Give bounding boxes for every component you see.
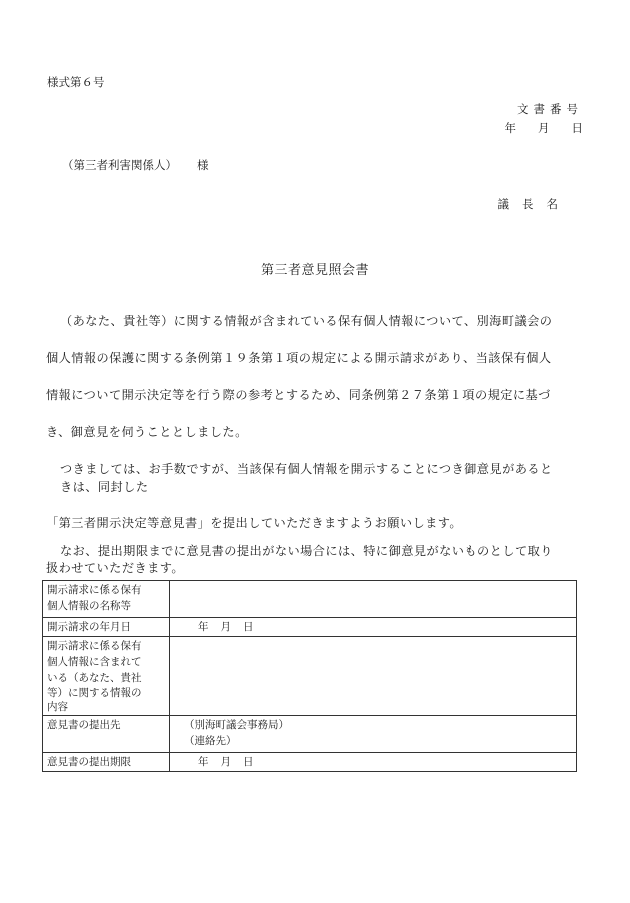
document-date — [505, 120, 584, 136]
destination-office: （別海町議会事務局） — [184, 719, 289, 731]
table-row — [43, 581, 577, 618]
table-label-submission-deadline: 意見書の提出期限 — [43, 753, 170, 772]
date-year: 年 — [504, 121, 516, 135]
information-table — [42, 580, 577, 772]
table-label-requested-info-name — [43, 581, 170, 618]
addressee-name: （第三者利害関係人） — [62, 158, 177, 172]
label-line: 等）に関する情報の — [47, 687, 142, 699]
table-value-submission-destination — [170, 716, 577, 753]
table-row — [43, 753, 577, 772]
table-value-submission-deadline — [170, 753, 577, 772]
label-line: 開示請求に係る保有 — [47, 640, 142, 652]
table-label-request-date: 開示請求の年月日 — [43, 618, 170, 637]
body-paragraph-3-line: なお、提出期限までに意見書の提出がない場合には、特に御意見がないものとして取り — [60, 544, 553, 558]
body-paragraph-1-line: （あなた、貴社等）に関する情報が含まれている保有個人情報について、別海町議会の — [60, 314, 553, 328]
document-number: 文書番号 — [517, 102, 583, 116]
table-row — [43, 716, 577, 753]
table-row — [43, 618, 577, 637]
form-number: 様式第６号 — [47, 75, 105, 89]
date-day: 日 — [571, 121, 583, 135]
table-value-request-date — [170, 618, 577, 637]
date-year: 年 — [198, 756, 209, 768]
addressee — [62, 157, 209, 173]
label-line: 個人情報に含まれて — [47, 656, 142, 668]
body-paragraph-2-line: きは、同封した — [60, 480, 149, 494]
destination-contact: （連絡先） — [184, 735, 237, 747]
date-month: 月 — [220, 756, 231, 768]
date-year: 年 — [198, 621, 209, 633]
table-value-info-content — [170, 637, 577, 716]
table-label-info-content — [43, 637, 170, 716]
table-label-submission-destination: 意見書の提出先 — [43, 716, 170, 753]
label-line: いる（あなた、貴社 — [47, 672, 142, 684]
sender-name: 議長名 — [497, 197, 571, 211]
table-value-requested-info-name — [170, 581, 577, 618]
body-paragraph-2-line: 「第三者開示決定等意見書」を提出していただきますようお願いします。 — [46, 516, 463, 530]
date-month: 月 — [538, 121, 550, 135]
label-line: 内容 — [47, 701, 68, 713]
label-line: 開示請求に係る保有 — [47, 584, 142, 596]
date-month: 月 — [220, 621, 231, 633]
document-title: 第三者意見照会書 — [260, 263, 369, 278]
body-paragraph-1-line: 個人情報の保護に関する条例第１９条第１項の規定による開示請求があり、当該保有個人 — [46, 351, 552, 365]
date-day: 日 — [243, 621, 254, 633]
body-paragraph-2-line: つきましては、お手数ですが、当該保有個人情報を開示することにつき御意見があると — [60, 462, 553, 476]
date-day: 日 — [243, 756, 254, 768]
body-paragraph-1-line: き、御意見を伺うこととしました。 — [46, 425, 248, 439]
body-paragraph-1-line: 情報について開示決定等を行う際の参考とするため、同条例第２７条第１項の規定に基づ — [46, 388, 551, 402]
addressee-honorific: 様 — [197, 158, 209, 172]
table-row — [43, 637, 577, 716]
body-paragraph-3-line: 扱わせていただきます。 — [46, 561, 185, 575]
label-line: 個人情報の名称等 — [47, 600, 131, 612]
